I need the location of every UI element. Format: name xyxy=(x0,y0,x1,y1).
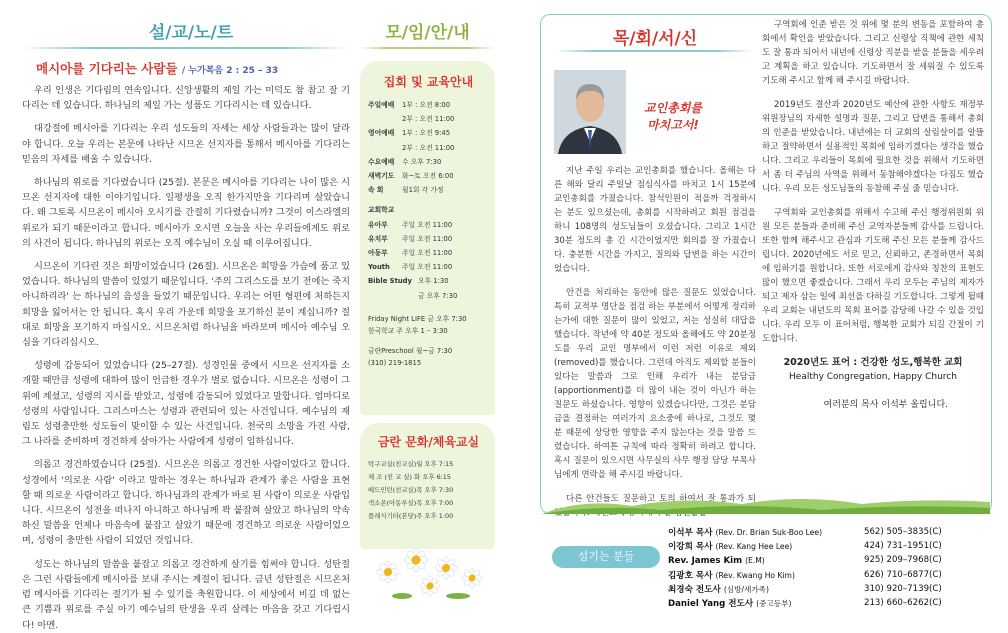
schedule-row: Bible Study 오후 1:30 xyxy=(368,277,449,286)
sermon-paragraph: 대강절에 메시아를 기다리는 우리 성도들의 자세는 세상 사람들과는 많이 달라야 합니다. 오늘 우리는 본문에 나타난 시므온 선지자를 통해서 메시아를 기다리는 믿음의 자세를 배울 수 있습니다. xyxy=(22,123,350,165)
culture-class-list xyxy=(368,458,489,523)
sermon-title xyxy=(36,59,350,77)
staff-row: 김광호 목사 (Rev. Kwang Ho Kim) 626) 710–6877(C) xyxy=(668,569,942,581)
schedule-row: 수요예배 수 오후 7:30 xyxy=(368,157,442,166)
class-row: 플래식기타(본당)주 오후 1:00 xyxy=(368,512,454,520)
schedule-row: 금 오후 7:30 xyxy=(418,291,458,300)
sermon-note-section xyxy=(22,18,350,631)
staff-row: 최경숙 전도사 (심방/새가족) 310) 920–7139(C) xyxy=(668,583,942,595)
pastor-signature: 여러분의 목사 이석부 올립니다. xyxy=(823,400,948,410)
church-motto: 2020년도 표어 : 건강한 성도,행복한 교회 xyxy=(783,357,963,368)
letter-right-column xyxy=(762,18,984,412)
church-school-label: 교회학교 xyxy=(368,206,395,215)
class-row: 배드민턴(친교실)목 오후 7:30 xyxy=(368,486,454,494)
schedule-row: 속 회 월1회 각 가정 xyxy=(368,186,444,195)
grass-decoration xyxy=(542,492,990,514)
schedule-row: Youth 주일 오전 11:00 xyxy=(368,263,453,272)
letter-paragraph: 구역회에 인준 받은 것 위에 몇 분의 변동을 포함하여 총회에서 확인을 받았습니다. 그리고 신령상 직책에 관한 세칙도 잘 통과 되어서 내년에 신령상 직분을 받을 분들을 세우려고 계획을 하고 있습니다. 기도하면서 잘 세워질 수 있도록 기도해 주시고 함께 해 주시길 바랍니다. xyxy=(762,20,984,86)
staff-label-badge: 섬기는 분들 xyxy=(552,546,660,568)
staff-row: Rev. James Kim (E.M) 925) 209–7968(C) xyxy=(668,555,942,567)
scripture-reference: / 누가복음 2 : 25 – 33 xyxy=(181,66,279,76)
schedule-row: 유아부 주일 오전 11:00 xyxy=(368,220,453,229)
schedule-row: 주일예배 1부 : 오전 8:00 xyxy=(368,101,451,109)
schedule-row: 유치부 주일 오전 11:00 xyxy=(368,234,453,243)
letter-paragraph: 지난 주일 우리는 교인총회를 했습니다. 올해는 다른 해와 달리 주일날 점심식사를 마치고 1시 15분에 교인총회를 가졌습니다. 참석인원이 적을까 걱정하시는 분도 있으셨는데, 총회를 시작하려고 회원 점검을 하니 108명의 성도님들이 오셨습니다. 그리고 1시간 30분 정도의 총 긴 시간이었지만 회의를 잘 가졌습니다. 충분한 시간을 가지고, 질의와 답변을 하는 시간이었습니다. xyxy=(554,166,756,274)
worship-schedule-list xyxy=(368,98,489,369)
pastoral-letter-header: 목/회/서/신 xyxy=(612,29,698,49)
pastor-portrait xyxy=(554,70,626,154)
staff-row: Daniel Yang 전도사 (중고등부) 213) 660–6262(C) xyxy=(668,598,942,610)
schedule-row: 2부 : 오전 11:00 xyxy=(402,143,455,152)
letter-paragraph: 2019년도 결산과 2020년도 예산에 관한 사항도 재정부 위원장님의 자세한 설명과 질문, 그리고 답변을 통해서 총회의 인준을 받았습니다. 내년에는 더 교회의 살림살이를 알뜰하고 절약하면서 실용적인 목회에 임하기겠다는 생각을 했습니다. 그리고 우리들이 목회에 필요한 것을 위해서 기도하면서 좀 더 주님의 사역을 위해서 동참해야겠다는 다짐도 했습니다. 우리 모든 성도님들의 동참해 주실 줄 믿습니다. xyxy=(762,100,984,194)
pastoral-letter-section xyxy=(540,14,992,514)
pastor-photo-icon xyxy=(554,70,626,154)
sermon-paragraph: 의롭고 경건하였습니다 (25절). 시므온은 의롭고 경건한 사람이었다고 합니다. 성경에서 '의로운 사람' 이라고 말하는 경우는 하나님과 관계가 좋은 사람을 표현 할 때 의로운 사람이라고 합니다. 하나님과의 관계가 바로 된 사람이 의로운 사람입니다. 시므온이 성전을 떠나지 아니하고 하나님께 꽉 붙잡혀 살았고 하나님의 약속하신 말씀을 언제나 마음속에 붙잡고 살았기 때문에 경건하고 의로운 사람이었으며, 성령이 충만한 사람이 되었던 것입니다. xyxy=(22,459,350,547)
header-divider xyxy=(22,47,350,49)
header-divider xyxy=(360,47,495,49)
letter-left-column xyxy=(554,164,756,530)
worship-schedule-box xyxy=(360,61,495,415)
letter-paragraph: 구역회와 교인총회를 위해서 수고해 주신 행정위원회 위원 모든 분들과 준비해 주신 교역자분들께 감사를 드립니다. 또한 함께 해주시고 관심과 기도해 주신 모든 분들께 감사드립니다. 2020년에도 서로 믿고, 신뢰하고, 존경하면서 목회에 임하기를 원합니다. 또한 서로에게 감사와 칭찬의 표현도 많이 했으면 좋겠습니다. 그래서 우리 모두는 주님의 제자가 되고 제자 삼는 일에 최선을 다하길 기도합니다. 그렇게 될때 우리 교회는 내년도의 목회 표어를 감당해 나갈 수 있을 것입니다. 우리 모두 이 표어처럼, 행복한 교회가 되길 간절이 기도합니다. xyxy=(762,208,984,344)
letter-caption: 교인총회를 마치고서! xyxy=(644,101,702,132)
schedule-row: 영어예배 1부 : 오전 9:45 xyxy=(368,129,451,138)
church-motto-english: Healthy Congregation, Happy Church xyxy=(789,372,957,382)
sermon-paragraph: 우리 인생은 기다림의 연속입니다. 신앙생활의 제일 가는 미덕도 참 참고 잘 기다리는 데 있습니다. 하나님의 제일 가는 성품도 기다리시는 데 있습니다. xyxy=(22,85,350,112)
schedule-row: 2부 : 오전 11:00 xyxy=(402,115,455,124)
header-divider xyxy=(554,50,754,52)
sermon-paragraph: 성도는 하나님의 말씀을 붙잡고 의롭고 경건하게 살기를 힘써야 합니다. 성탄절은 그런 사람들에게 메시아를 보내 주시는 계절이 됩니다. 금년 성탄절은 시므온처럼 메시아를 기다리는 절기가 될 수 있기를 축원합니다. 이 세상에서 비길 데 없는 큰 기쁨과 위로를 주실 아기 예수님의 탄생을 우리 살레는 마음을 갖고 기다립시다! 아멘. xyxy=(22,558,350,631)
sermon-body xyxy=(22,83,350,633)
meetings-section xyxy=(360,18,495,608)
sermon-paragraph: 성령에 감동되어 있었습니다 (25–27절). 성경인물 중에서 시므온 선지자를 소개할 때만큼 성령에 대하여 많이 언급한 경우가 별로 없습니다. 시므온은 성령이 그 위에 계셨고, 성령의 지시를 받았고, 성령에 감동되어 있었다고 말합니다. 엄마디로 성령의 사람입니다. 그리스마스는 성령과 관련되어 있는 사건입니다. 예수님의 재림도 성령충만한 성도들이 맞이할 수 있는 사건입니다. 천국의 소망을 가진 사람, 그 나라를 준비하며 경건하게 살아가는 사람에게 성령이 임하십니다. xyxy=(22,360,350,448)
worship-schedule-title: 집회 및 교육안내 xyxy=(383,75,474,89)
sermon-paragraph: 하나님의 위로를 기다렸습니다 (25절). 본문은 메시아를 기다리는 나이 많은 시므온 선지자에 대한 이야기입니다. 일평생을 오직 한가지만을 기다리며 살았습니다. 왜 그토록 시므온이 메시아 오시기를 간절히 기다렸습니까? 그것이 이스라엘의 위로가 되기 때문이라고 합니다. 메시아가 오시면 오늘을 사는 우리들에게도 위로의 사건이 됩니다. 하나님의 위로는 오직 예수님이 오실 때 이루어집니다. xyxy=(22,177,350,249)
staff-row: 이석부 목사 (Rev. Dr. Brian Suk-Boo Lee) 562) 505–3835(C) xyxy=(668,527,942,538)
class-row: 체 조 (친 교 실) 화 오후 6:15 xyxy=(368,473,451,481)
schedule-row: 아동부 주일 오전 11:00 xyxy=(368,249,453,258)
meetings-header: 모/임/안/내 xyxy=(385,23,470,43)
class-row: 탁구교실(친교실)월 오후 7:15 xyxy=(368,460,454,468)
sermon-note-header: 설/교/노/트 xyxy=(148,23,234,43)
daisy-flowers-illustration xyxy=(366,538,496,602)
culture-class-title: 금란 문화/체육교실 xyxy=(377,435,480,449)
sermon-paragraph: 시므온이 기다린 것은 희망이었습니다 (26절). 시므온은 희망을 가슴에 품고 있었습니다. 하나님의 말씀이 있었기 때문입니다. '주의 그리스도를 보기 전에는 죽지 아니하리라' 는 하나님의 음성을 들었기 때문입니다. 우리는 어떤 형편에 처하든지 희망을 잃어서는 안 됩니다. 혹시 우리 가운데 희망을 포기하신 분이 계십니까? 절대로 희망을 포기하지 마십시오. 시므온처럼 하나님을 바라보며 메시아 예수님 오심을 기다리십시오. xyxy=(22,261,350,349)
staff-list xyxy=(668,526,998,611)
culture-class-box xyxy=(360,423,495,549)
letter-paragraph: 다른 안건들도 질문하고 토의 하여서 잘 통과가 되 xyxy=(566,494,756,504)
staff-row: 이강희 목사 (Rev. Kang Hee Lee) 424) 731–1951(C) xyxy=(668,541,942,553)
class-row: 색소폰(아동부실)목 오후 7:00 xyxy=(368,499,454,507)
schedule-row: 새벽기도 화~토 오전 6:00 xyxy=(368,172,454,181)
letter-paragraph: 안건을 처리하는 동안에 많은 질문도 있었습니다. 특히 교적부 명단을 점검 하는 부분에서 어떻게 정리하는가에 대한 질문이 많이 있었고, 저는 성실히 대답을 했습니다. 작년에 약 40분 정도와 올해에도 약 20분정도를 우리 교인 명부에서 이런 저런 이유로 제외(removed)를 했습니다. 그런데 아직도 제외할 분들이 있다는 말씀과 그로 인해 우리가 내는 분담금 (apportionment)를 더 많이 내는 것이 아닌가 하는 질문도 하셨습니다. 영향이 있겠습니다만, 그것은 분담금을 결정하는 여러가지 요소중에 하나로, 그것도 몇 분 때문에 상당한 영향을 주지 않는다는 것을 말씀 드렸습니다. 하여튼 규칙에 따라 정확히 하려고 합니다. 혹시 질문이 있으시면 사무실의 사무 행정 담당 부목사님에게 연락을 해 주시길 바랍니다. xyxy=(554,288,756,480)
extra-schedule: Friday Night LIFE 금 오후 7:30 한국학교 주 오후 1 – 3:30 금란Preschool 월~금 7:30 (310) 219-1815 xyxy=(368,314,467,367)
sermon-title-text: 메시아를 기다리는 사람들 xyxy=(36,61,178,76)
